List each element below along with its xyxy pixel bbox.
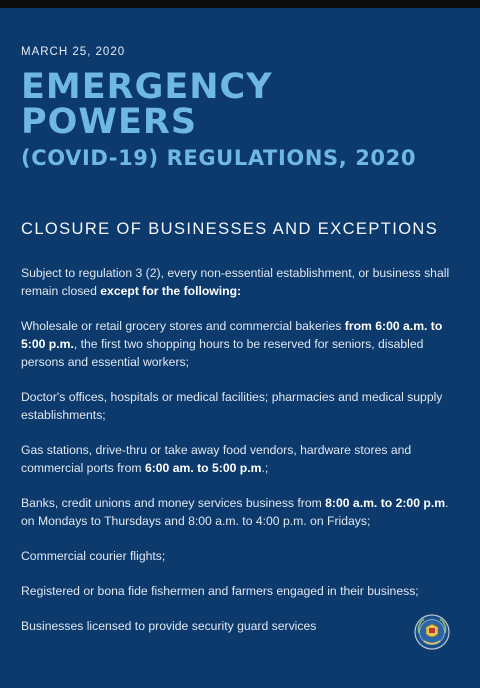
title-line-2: (COVID-19) REGULATIONS, 2020	[21, 146, 417, 170]
paragraph-text: Subject to regulation 3 (2), every non-essential establishment, or business shall remain closed	[21, 266, 450, 298]
paragraph-text: Commercial courier flights;	[21, 549, 166, 563]
paragraph-text: Doctor's offices, hospitals or medical facilities; pharmacies and medical supply establishments;	[21, 390, 443, 422]
paragraph-text: . on Mondays to Thursdays and 8:00 a.m. to 4:00 p.m. on Fridays;	[21, 496, 449, 528]
paragraph-text: Wholesale or retail grocery stores and commercial bakeries	[21, 319, 345, 333]
title-line-1: EMERGENCY POWERS	[21, 67, 273, 142]
paragraph-gas-stations	[21, 441, 458, 477]
paragraph-grocery	[21, 317, 458, 371]
paragraph-courier	[21, 547, 458, 565]
paragraph-text: Registered or bona fide fishermen and farmers engaged in their business;	[21, 584, 419, 598]
paragraph-medical	[21, 388, 458, 424]
release-date: MARCH 25, 2020	[21, 46, 126, 58]
paragraph-banks	[21, 494, 458, 530]
paragraph-emphasis: except for the following:	[100, 284, 242, 298]
paragraph-emphasis: from 6:00 a.m. to 5:00 p.m.	[21, 319, 443, 351]
paragraph-emphasis: 6:00 am. to 5:00 p.m	[144, 461, 262, 475]
paragraph-text: , the first two shopping hours to be reserved for seniors, disabled persons and essential workers;	[21, 337, 424, 369]
paragraph-fishermen	[21, 582, 458, 600]
paragraph-security	[21, 617, 458, 635]
paragraph-emphasis: 8:00 a.m. to 2:00 p.m	[325, 496, 446, 510]
paragraph-text: .;	[261, 461, 269, 475]
poster	[0, 8, 480, 688]
paragraph-text: Businesses licensed to provide security guard services	[21, 619, 317, 633]
paragraph-text: Banks, credit unions and money services business from	[21, 496, 326, 510]
government-seal-icon	[413, 613, 451, 651]
paragraph-intro	[21, 264, 458, 300]
paragraph-text: Gas stations, drive-thru or take away food vendors, hardware stores and commercial ports from	[21, 443, 412, 475]
section-heading: CLOSURE OF BUSINESSES AND EXCEPTIONS	[21, 220, 439, 238]
